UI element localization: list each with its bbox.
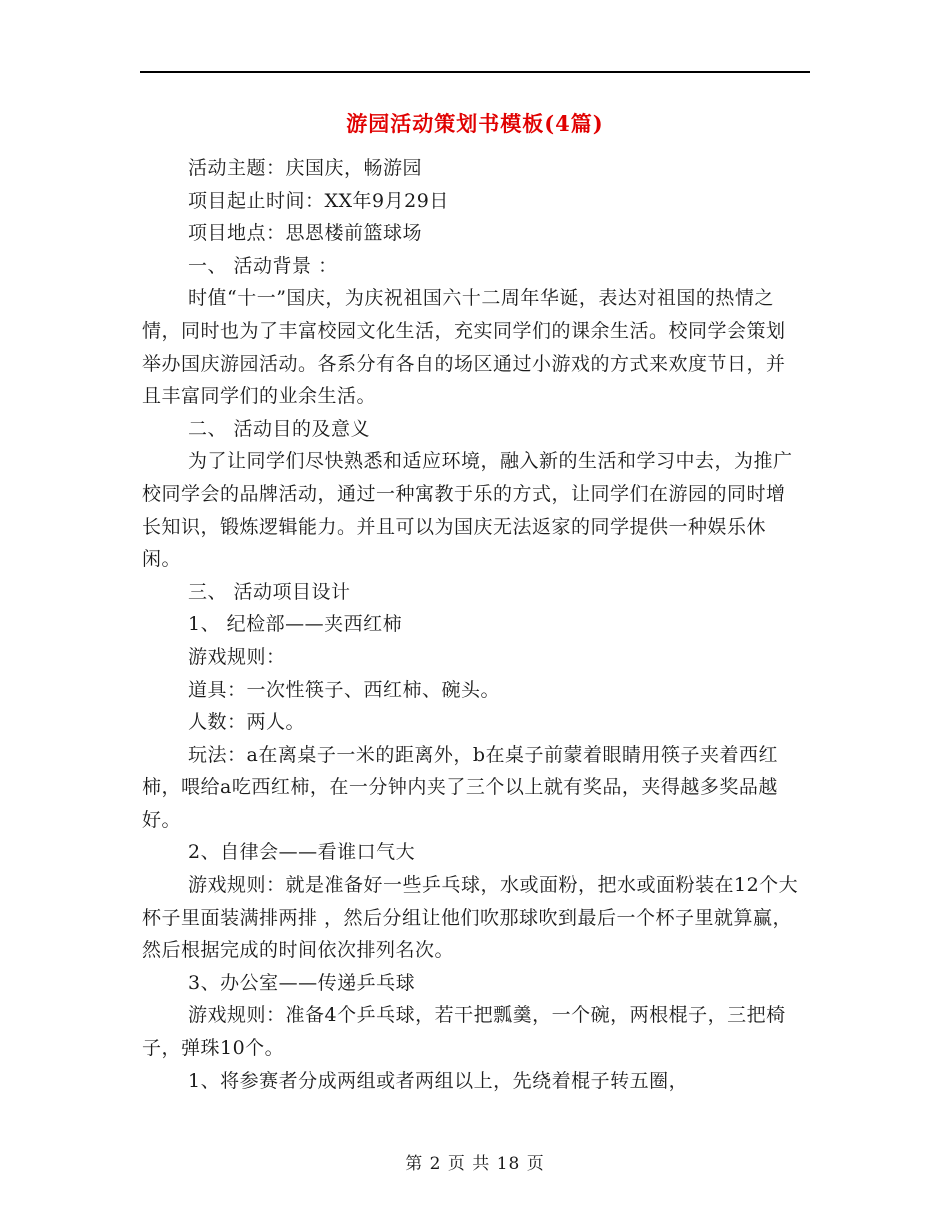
paragraph: 人数：两人。 (188, 711, 306, 734)
document-title: 游园活动策划书模板(4篇) (346, 111, 604, 136)
paragraph: 1、将参赛者分成两组或者两组以上，先绕着棍子转五圈， (188, 1069, 689, 1092)
paragraph: 项目地点：思恩楼前篮球场 (188, 222, 423, 245)
paragraph: 游戏规则：就是准备好一些乒乓球，水或面粉，把水或面粉装在12个大杯子里面装满排两排 ，然后分组让他们吹那球吹到最后一个杯子里就算赢，然后根据完成的时间依次排列名次。 (142, 874, 799, 962)
paragraph: 道具：一次性筷子、西红柿、碗头。 (188, 678, 501, 701)
paragraph: 为了让同学们尽快熟悉和适应环境，融入新的生活和学习中去，为推广校同学会的品牌活动，通过一种寓教于乐的方式，让同学们在游园的同时增长知识，锻炼逻辑能力。并且可以为国庆无法返家的同学提供一种娱乐休闲。 (142, 450, 793, 571)
section-heading: 一、 活动背景 ： (188, 254, 338, 277)
paragraph: 游戏规则： (188, 645, 286, 668)
paragraph: 时值“十一”国庆，为庆祝祖国六十二周年华诞，表达对祖国的热情之情，同时也为了丰富校园文化生活，充实同学们的课余生活。校同学会策划举办国庆游园活动。各系分有各自的场区通过小游戏的方式来欢度节日，并且丰富同学们的业余生活。 (142, 287, 786, 408)
section-heading: 三、 活动项目设计 (188, 580, 351, 603)
section-heading: 二、 活动目的及意义 (188, 417, 371, 440)
paragraph: 玩法：a在离桌子一米的距离外，b在桌子前蒙着眼睛用筷子夹着西红柿，喂给a吃西红柿，在一分钟内夹了三个以上就有奖品，夹得越多奖品越好。 (142, 743, 778, 831)
subsection-heading: 3、办公室——传递乒乓球 (188, 971, 416, 994)
header-rule (140, 71, 810, 73)
subsection-heading: 2、自律会——看谁口气大 (188, 841, 416, 864)
document-body (142, 152, 802, 1097)
paragraph: 活动主题：庆国庆，畅游园 (188, 157, 423, 179)
paragraph: 项目起止时间：XX年9月29日 (188, 189, 449, 212)
subsection-heading: 1、 纪检部——夹西红柿 (188, 613, 403, 636)
paragraph: 游戏规则：准备4个乒乓球，若干把瓢羹，一个碗，两根棍子，三把椅子，弹珠10个。 (142, 1004, 786, 1060)
page-footer: 第 2 页 共 18 页 (405, 1154, 545, 1174)
